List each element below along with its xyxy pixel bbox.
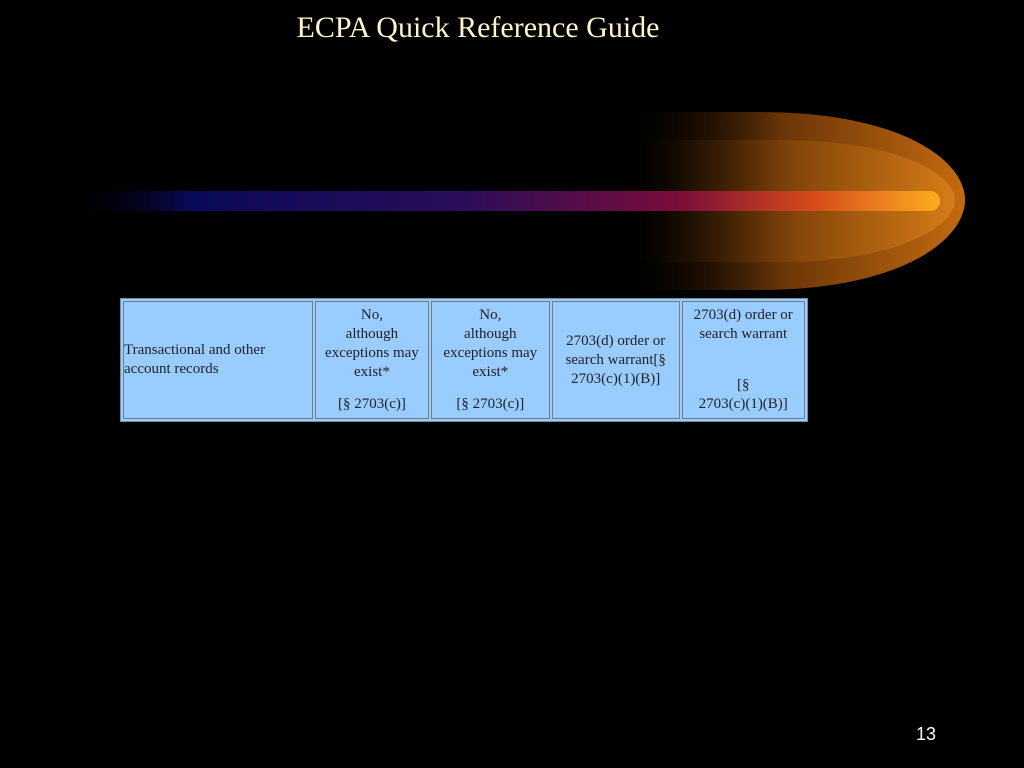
table-cell <box>431 301 550 419</box>
cell-citation: [§ 2703(c)] <box>337 396 406 412</box>
cell-line: although <box>345 326 399 342</box>
cell-citation: 2703(c)(1)(B)] <box>698 396 788 412</box>
cell-line: [§ <box>737 377 750 393</box>
table-cell <box>315 301 428 419</box>
cell-line: although <box>464 326 517 342</box>
row-label-cell <box>123 301 313 419</box>
cell-line: exceptions may <box>443 345 538 361</box>
cell-line: 2703(c)(1)(B)] <box>571 370 661 387</box>
slide-title: ECPA Quick Reference Guide <box>296 11 660 44</box>
comet-trail <box>60 191 940 211</box>
row-label-line: account records <box>124 361 219 377</box>
cell-line: exceptions may <box>325 345 419 361</box>
cell-line: search warrant[§ <box>565 351 666 368</box>
cell-line: exist* <box>354 364 390 380</box>
cell-line: 2703(d) order or <box>566 332 666 349</box>
table-cell <box>682 301 806 419</box>
table-cell <box>552 301 680 419</box>
cell-citation: [§ 2703(c)] <box>456 396 525 412</box>
cell-line: No, <box>479 307 502 323</box>
comet-beam-graphic <box>0 0 1024 300</box>
cell-line: search warrant <box>699 326 788 342</box>
row-label-line: Transactional and other <box>124 342 266 358</box>
table-row <box>123 301 805 419</box>
cell-line: 2703(d) order or <box>693 307 793 323</box>
cell-line: No, <box>360 307 383 323</box>
ecpa-reference-table <box>120 298 808 422</box>
page-number: 13 <box>915 724 937 744</box>
cell-line: exist* <box>472 364 509 380</box>
